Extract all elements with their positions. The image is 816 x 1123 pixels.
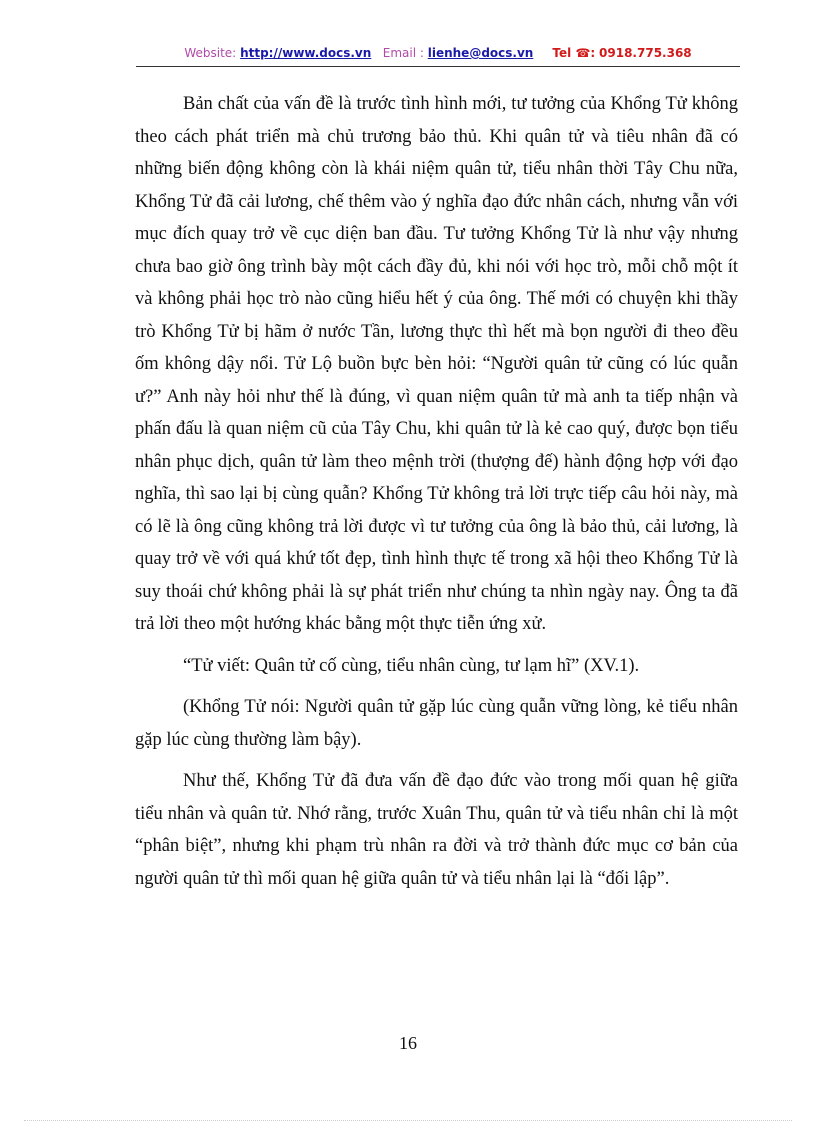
- footer-divider: [24, 1120, 792, 1121]
- website-link[interactable]: http://www.docs.vn: [240, 46, 372, 60]
- paragraph-translation: (Khổng Tử nói: Người quân tử gặp lúc cùng quẫn vững lòng, kẻ tiểu nhân gặp lúc cùng thường làm bậy).: [135, 697, 738, 750]
- page-header: [136, 46, 740, 60]
- body-text: [135, 88, 738, 904]
- email-link[interactable]: lienhe@docs.vn: [427, 46, 534, 60]
- tel-label: Tel ☎:: [552, 46, 596, 60]
- header-divider: [136, 66, 740, 67]
- paragraph-4: Như thế, Khổng Tử đã đưa vấn đề đạo đức vào trong mối quan hệ giữa tiểu nhân và quân tử. Nhớ rằng, trước Xuân Thu, quân tử và tiểu nhân chỉ là một “phân biệt”, nhưng khi phạm trù nhân ra đời và trở thành đức mục cơ bản của người quân tử thì mối quan hệ giữa quân tử và tiểu nhân lại là “đối lập”.: [135, 771, 738, 889]
- website-label: Website:: [184, 46, 237, 60]
- email-label: Email :: [382, 46, 424, 60]
- paragraph-1: Bản chất của vấn đề là trước tình hình mới, tư tưởng của Khổng Tử không theo cách phát triển mà chủ trương bảo thủ. Khi quân tử và tiêu nhân đã có những biến động không còn là khái niệm quân tử, tiểu nhân thời Tây Chu nữa, Khổng Tử đã cải lương, chế thêm vào ý nghĩa đạo đức nhân cách, nhưng vẫn với mục đích quay trở về cục diện ban đầu. Tư tưởng Khổng Tử là như vậy nhưng chưa bao giờ ông trình bày một cách đầy đủ, khi nói với học trò, mỗi chỗ một ít và không phải học trò nào cũng hiểu hết ý của ông. Thế mới có chuyện khi thầy trò Khổng Tử bị hãm ở nước Tần, lương thực thì hết mà bọn người đi theo đều ốm không dậy nổi. Tử Lộ buồn bực bèn hỏi: “Người quân tử cũng có lúc quẫn ư?” Anh này hỏi như thế là đúng, vì quan niệm quân tử mà anh ta tiếp nhận và phấn đấu là quan niệm cũ của Tây Chu, khi quân tử là kẻ cao quý, được bọn tiểu nhân phục dịch, quân tử làm theo mệnh trời (thượng đế) hành động hợp với đạo nghĩa, thì sao lại bị cùng quẫn? Khổng Tử không trả lời trực tiếp câu hỏi này, mà có lẽ là ông cũng không trả lời được vì tư tưởng của ông là bảo thủ, cải lương, là quay trở về với quá khứ tốt đẹp, tình hình thực tế trong xã hội theo Khổng Tử là suy thoái chứ không phải là sự phát triển như chúng ta nhìn ngày nay. Ông ta đã trả lời theo một hướng khác bằng một thực tiễn ứng xử.: [135, 94, 738, 634]
- page-number: 16: [399, 1033, 417, 1053]
- paragraph-quote: “Tử viết: Quân tử cố cùng, tiểu nhân cùng, tư lạm hĩ” (XV.1).: [183, 655, 640, 676]
- tel-number: 0918.775.368: [599, 46, 692, 60]
